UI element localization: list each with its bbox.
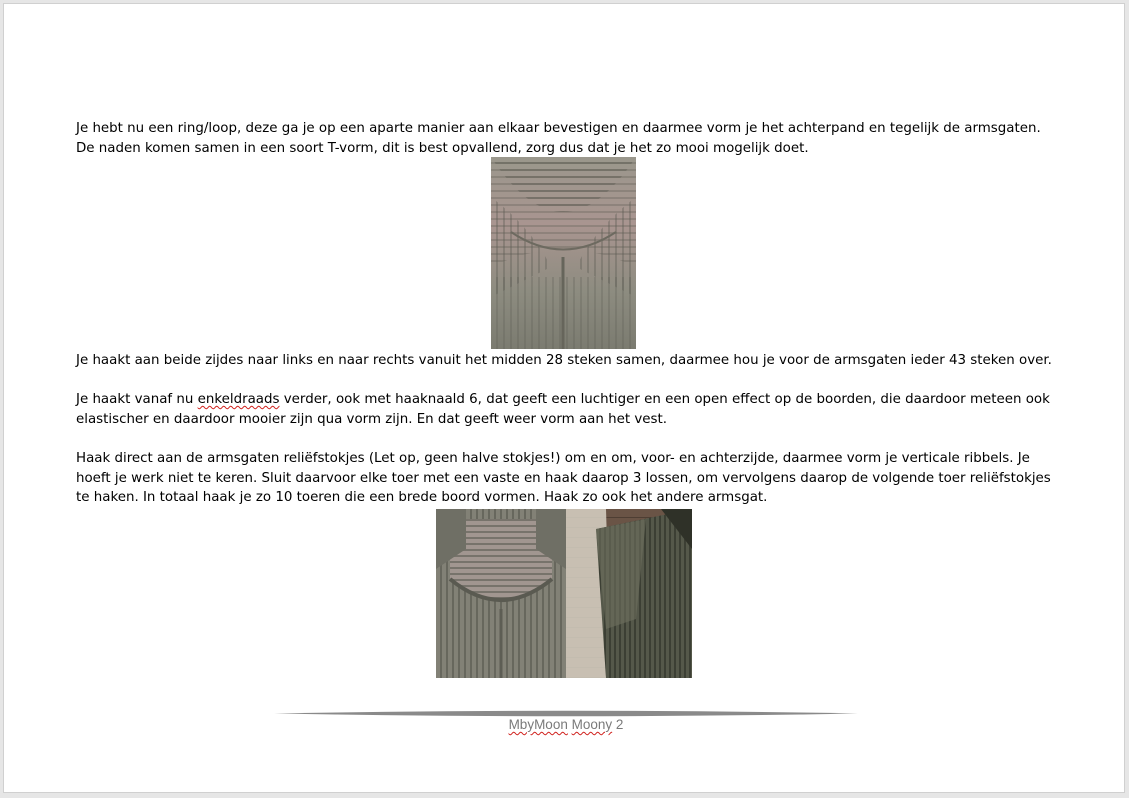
paragraph-armhole-ribbing: Haak direct aan de armsgaten reliëfstokjes (Let op, geen halve stokjes!) om en om, voor- en achterzijde, daarmee vorm je verticale ribbels. Je hoeft je werk niet te keren. Sluit daarvoor elke toer met een vaste en haak daarop 3 lossen, om vervolgens daarop de volgende toer reliëfstokjes te haken. In totaal haak je zo 10 toeren die een brede boord vormen. Haak zo ook het andere armsgat.: [76, 451, 1051, 505]
photo-back-seam: [491, 157, 636, 349]
paragraph-ring-loop: Je hebt nu een ring/loop, deze ga je op een aparte manier aan elkaar bevestigen en daarmee vorm je het achterpand en tegelijk de armsgaten. De naden komen samen in een soort T-vorm, dit is best opvallend, zorg dus dat je het zo mooi mogelijk doet.: [76, 121, 1041, 156]
paragraph-single-strand: [76, 390, 1056, 429]
page-number: 2: [615, 717, 624, 732]
paragraph-single-strand-start: Je haakt vanaf nu: [76, 392, 198, 407]
photo-vest-sleeve-image: [566, 509, 692, 678]
paragraph-decrease: Je haakt aan beide zijdes naar links en naar rechts vanuit het midden 28 steken samen, daarmee hou je voor de armsgaten ieder 43 steken over.: [76, 353, 1052, 368]
footer-name-first: MbyMoon: [508, 717, 568, 732]
photo-vest-sleeve: [566, 509, 692, 678]
photo-armhole: [436, 509, 566, 678]
spellcheck-word: enkeldraads: [197, 392, 280, 407]
footer-label: [274, 717, 858, 732]
photo-back-seam-image: [491, 157, 636, 349]
document-page: [3, 3, 1125, 793]
footer-name-second: Moony: [571, 717, 613, 732]
photo-armhole-image: [436, 509, 566, 678]
paragraph-single-strand-end: verder, ook met haaknaald 6, dat geeft een luchtiger en een open effect op de boorden, die daardoor meteen ook elastischer en daardoor mooier zijn qua vorm zijn. En dat geeft weer vorm aan het vest.: [76, 392, 1050, 427]
